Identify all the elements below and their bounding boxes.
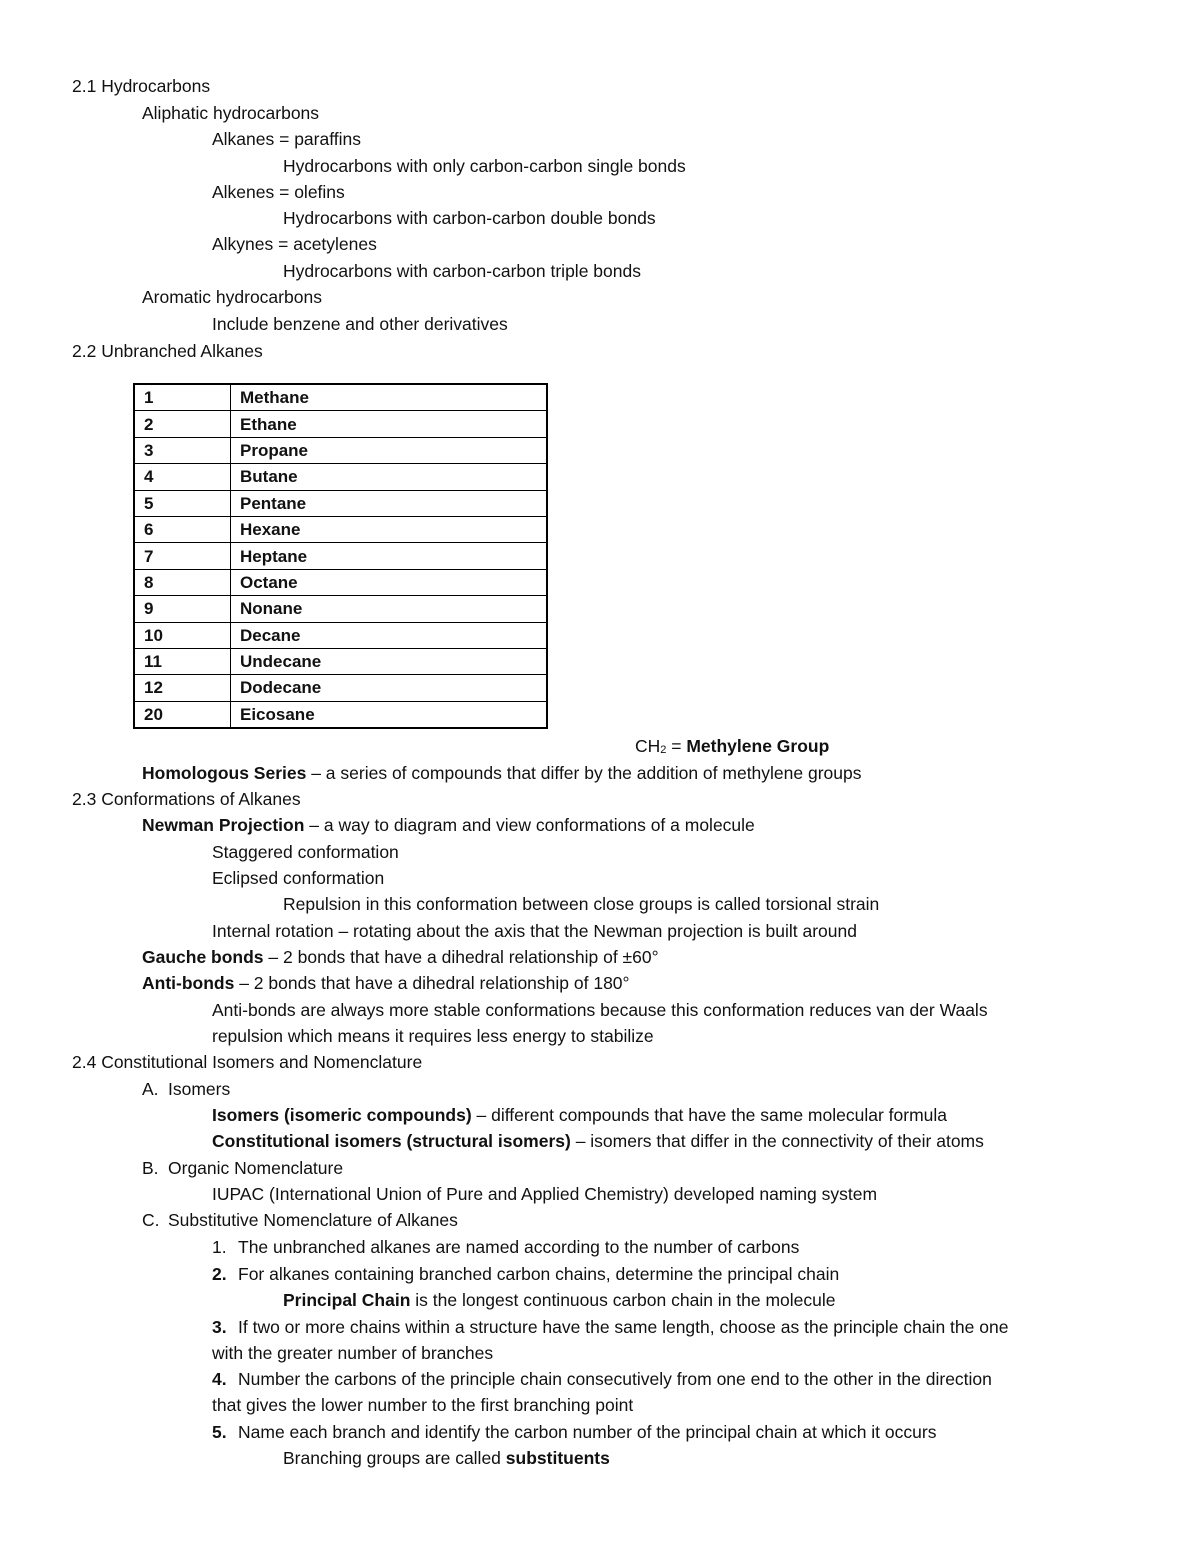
alkynes-line: Alkynes = acetylenes [212,234,377,254]
table-row [134,411,547,437]
rule-4-text-1: Number the carbons of the principle chain consecutively from one end to the other in the direction [238,1369,992,1389]
substituents-text: Branching groups are called [283,1448,506,1468]
alkane-name-cell: Eicosane [231,701,548,728]
alkane-name-cell: Octane [231,569,548,595]
newman-definition: – a way to diagram and view conformations of a molecule [304,815,755,835]
anti-note-line-2: repulsion which means it requires less energy to stabilize [212,1026,654,1046]
homologous-term: Homologous Series [142,763,307,783]
principal-chain-definition: is the longest continuous carbon chain in the molecule [410,1290,836,1310]
carbon-count-cell: 5 [134,490,231,516]
homologous-definition: – a series of compounds that differ by the addition of methylene groups [306,763,862,783]
table-row [134,437,547,463]
item-c-title: Substitutive Nomenclature of Alkanes [168,1210,458,1230]
item-c-label: C. [142,1210,160,1230]
newman-line [142,814,755,836]
staggered-line: Staggered conformation [212,842,399,862]
anti-definition: – 2 bonds that have a dihedral relationship of 180° [234,973,630,993]
table-row [134,490,547,516]
substituents-term: substituents [505,1448,610,1468]
alkane-name-cell: Hexane [231,516,548,542]
carbon-count-cell: 11 [134,648,231,674]
gauche-line [142,946,659,968]
gauche-definition: – 2 bonds that have a dihedral relationship of ±60° [263,947,659,967]
table-row [134,596,547,622]
alkenes-definition: Hydrocarbons with carbon-carbon double bonds [283,208,656,228]
aromatic-definition: Include benzene and other derivatives [212,314,508,334]
table-row [134,569,547,595]
table-row [134,516,547,542]
carbon-count-cell: 2 [134,411,231,437]
alkane-name-cell: Propane [231,437,548,463]
gauche-term: Gauche bonds [142,947,264,967]
item-b-title: Organic Nomenclature [168,1158,344,1178]
alkane-name-cell: Dodecane [231,675,548,701]
methylene-subscript: 2 [660,744,667,756]
constitutional-definition: – isomers that differ in the connectivity of their atoms [570,1131,984,1151]
rule-5-number: 5. [212,1422,227,1442]
table-row [134,384,547,411]
table-row [134,543,547,569]
substituents-line [283,1447,610,1469]
alkane-name-cell: Nonane [231,596,548,622]
carbon-count-cell: 1 [134,384,231,411]
alkanes-table [133,383,548,729]
carbon-count-cell: 6 [134,516,231,542]
newman-term: Newman Projection [142,815,305,835]
homologous-series-line [142,762,862,784]
table-row [134,675,547,701]
methylene-group-line [635,735,829,761]
methylene-equals: = [666,736,687,756]
carbon-count-cell: 7 [134,543,231,569]
rule-1-text: The unbranched alkanes are named according to the number of carbons [238,1237,800,1257]
constitutional-term: Constitutional isomers (structural isomers) [212,1131,571,1151]
methylene-label: Methylene Group [686,736,830,756]
item-a-title: Isomers [168,1079,231,1099]
section-2-4-heading: 2.4 Constitutional Isomers and Nomenclature [72,1052,423,1072]
rule-5-text: Name each branch and identify the carbon number of the principal chain at which it occurs [238,1422,937,1442]
table-row [134,622,547,648]
section-2-1-heading: 2.1 Hydrocarbons [72,76,211,96]
alkane-name-cell: Undecane [231,648,548,674]
rule-2-text: For alkanes containing branched carbon chains, determine the principal chain [238,1264,840,1284]
carbon-count-cell: 3 [134,437,231,463]
aromatic-heading: Aromatic hydrocarbons [142,287,322,307]
eclipsed-line: Eclipsed conformation [212,868,385,888]
alkane-name-cell: Decane [231,622,548,648]
repulsion-line: Repulsion in this conformation between close groups is called torsional strain [283,894,880,914]
table-row [134,701,547,728]
anti-note-line-1: Anti-bonds are always more stable conformations because this conformation reduces van der Waals [212,1000,988,1020]
section-2-2-heading: 2.2 Unbranched Alkanes [72,341,263,361]
internal-rotation-line: Internal rotation – rotating about the axis that the Newman projection is built around [212,921,857,941]
aliphatic-heading: Aliphatic hydrocarbons [142,103,320,123]
principal-chain-line [283,1289,836,1311]
carbon-count-cell: 9 [134,596,231,622]
carbon-count-cell: 10 [134,622,231,648]
alkenes-line: Alkenes = olefins [212,182,345,202]
alkane-name-cell: Pentane [231,490,548,516]
rule-4-text-2: that gives the lower number to the first branching point [212,1395,634,1415]
constitutional-isomers-line [212,1130,984,1152]
isomers-term: Isomers (isomeric compounds) [212,1105,472,1125]
alkanes-line: Alkanes = paraffins [212,129,362,149]
section-2-3-heading: 2.3 Conformations of Alkanes [72,789,301,809]
alkane-name-cell: Ethane [231,411,548,437]
alkane-name-cell: Butane [231,464,548,490]
iupac-line: IUPAC (International Union of Pure and Applied Chemistry) developed naming system [212,1184,878,1204]
alkane-name-cell: Methane [231,384,548,411]
principal-chain-term: Principal Chain [283,1290,411,1310]
anti-term: Anti-bonds [142,973,235,993]
rule-4-number: 4. [212,1369,227,1389]
isomers-line [212,1104,947,1126]
methylene-formula: CH [635,736,661,756]
anti-bonds-line [142,972,630,994]
rule-3-text-2: with the greater number of branches [212,1343,494,1363]
rule-1-number: 1. [212,1237,227,1257]
alkane-name-cell: Heptane [231,543,548,569]
table-row [134,648,547,674]
rule-3-text-1: If two or more chains within a structure have the same length, choose as the principle chain the one [238,1317,1009,1337]
isomers-definition: – different compounds that have the same molecular formula [471,1105,948,1125]
carbon-count-cell: 12 [134,675,231,701]
table-row [134,464,547,490]
item-b-label: B. [142,1158,159,1178]
carbon-count-cell: 20 [134,701,231,728]
alkanes-definition: Hydrocarbons with only carbon-carbon single bonds [283,156,686,176]
item-a-label: A. [142,1079,159,1099]
alkynes-definition: Hydrocarbons with carbon-carbon triple bonds [283,261,641,281]
carbon-count-cell: 4 [134,464,231,490]
carbon-count-cell: 8 [134,569,231,595]
rule-3-number: 3. [212,1317,227,1337]
rule-2-number: 2. [212,1264,227,1284]
